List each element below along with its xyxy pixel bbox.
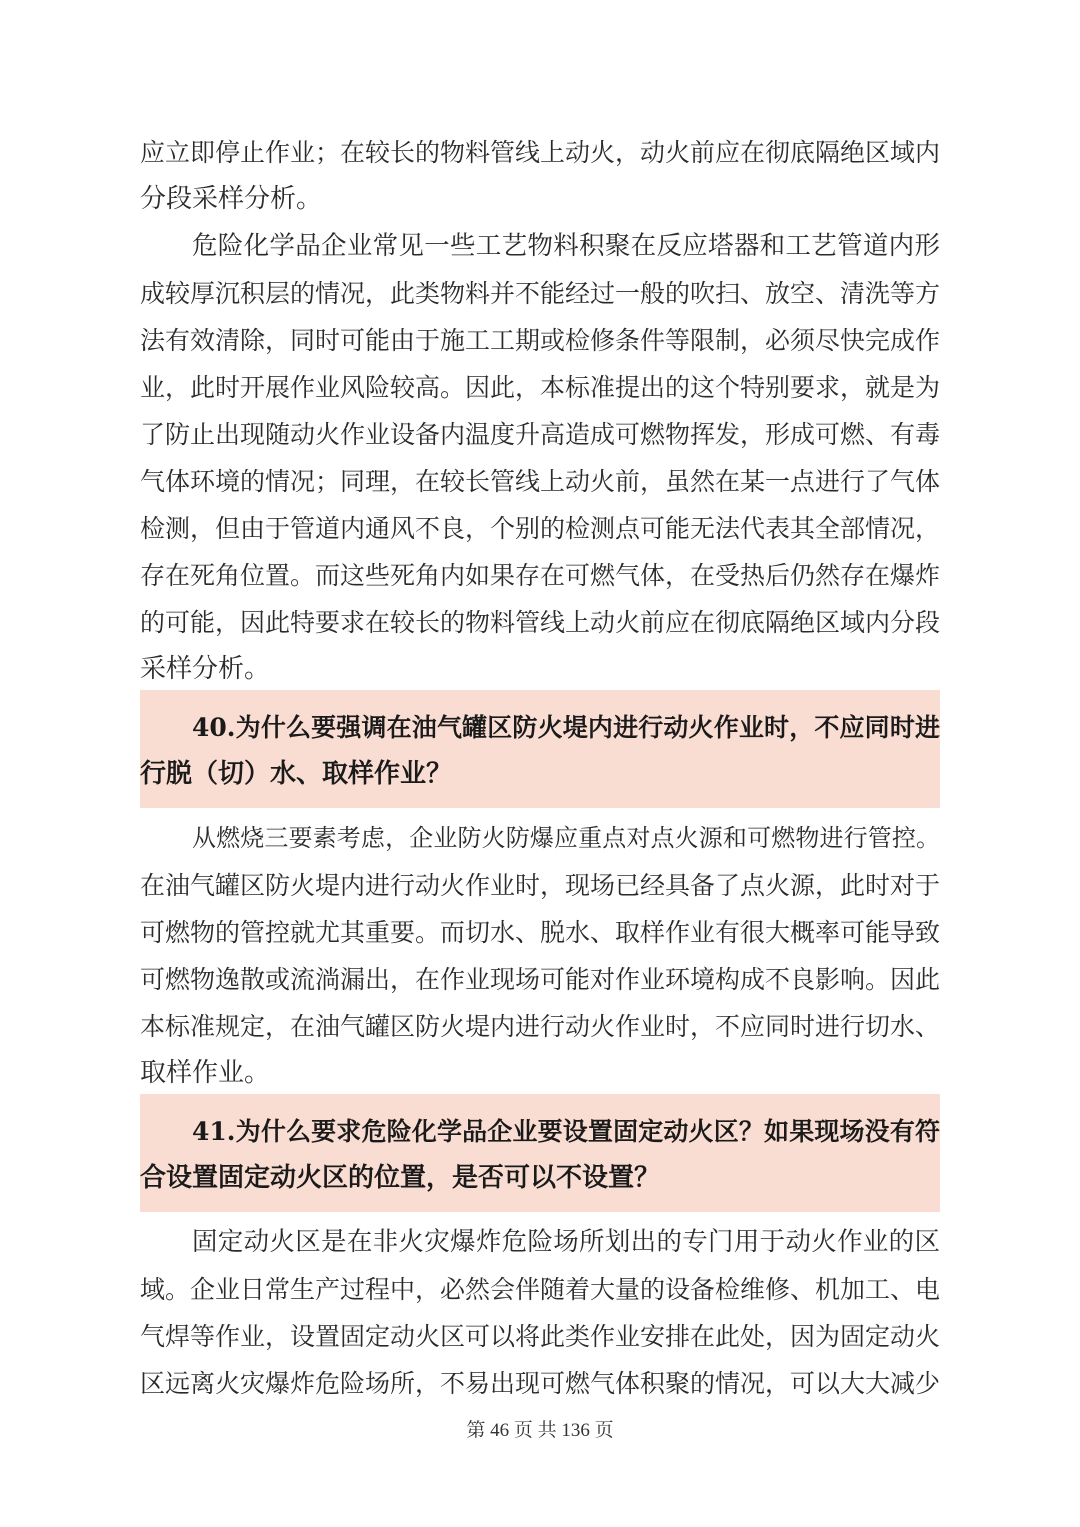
text-line: 域。企业日常生产过程中，必然会伴随着大量的设备检维修、机加工、电: [140, 1275, 941, 1304]
text-line: 取样作业。: [140, 1058, 271, 1088]
page-number-footer: 第 46 页 共 136 页: [466, 1420, 614, 1441]
text-line: 存在死角位置。而这些死角内如果存在可燃气体，在受热后仍然存在爆炸: [140, 561, 941, 590]
text-line: 区远离火灾爆炸危险场所，不易出现可燃气体积聚的情况，可以大大减少: [140, 1369, 941, 1398]
text-line: 法有效清除，同时可能由于施工工期或检修条件等限制，必须尽快完成作: [140, 326, 941, 355]
text-line: 可燃物逸散或流淌漏出，在作业现场可能对作业环境构成不良影响。因此: [140, 965, 941, 994]
text-line: 在油气罐区防火堤内进行动火作业时，现场已经具备了点火源，此时对于: [140, 871, 941, 900]
text-line: 检测，但由于管道内通风不良，个别的检测点可能无法代表其全部情况，: [140, 514, 941, 543]
text-line: 的可能，因此特要求在较长的物料管线上动火前应在彻底隔绝区域内分段: [140, 608, 941, 637]
question-line: 41.为什么要求危险化学品企业要设置固定动火区？如果现场没有符: [192, 1117, 940, 1146]
text-line: 业，此时开展作业风险较高。因此，本标准提出的这个特别要求，就是为: [140, 373, 941, 402]
text-line: 了防止出现随动火作业设备内温度升高造成可燃物挥发，形成可燃、有毒: [140, 420, 941, 449]
text-line: 分段采样分析。: [140, 184, 323, 214]
text-line: 应立即停止作业；在较长的物料管线上动火，动火前应在彻底隔绝区域内: [140, 138, 941, 167]
text-line: 成较厚沉积层的情况，此类物料并不能经过一般的吹扫、放空、清洗等方: [140, 279, 941, 308]
question-line: 行脱（切）水、取样作业？: [140, 759, 453, 789]
text-line: 固定动火区是在非火灾爆炸危险场所划出的专门用于动火作业的区: [192, 1227, 940, 1257]
text-line: 从燃烧三要素考虑，企业防火防爆应重点对点火源和可燃物进行管控。: [192, 824, 940, 852]
text-line: 气焊等作业，设置固定动火区可以将此类作业安排在此处，因为固定动火: [140, 1322, 941, 1351]
text-line: 气体环境的情况；同理，在较长管线上动火前，虽然在某一点进行了气体: [140, 467, 941, 496]
text-line: 可燃物的管控就尤其重要。而切水、脱水、取样作业有很大概率可能导致: [140, 918, 941, 947]
text-line: 采样分析。: [140, 654, 271, 684]
text-line: 危险化学品企业常见一些工艺物料积聚在反应塔器和工艺管道内形: [192, 231, 940, 261]
question-heading-41: [140, 1094, 940, 1212]
question-line: 合设置固定动火区的位置，是否可以不设置？: [140, 1163, 661, 1193]
question-line: 40.为什么要强调在油气罐区防火堤内进行动火作业时，不应同时进: [192, 713, 940, 742]
text-line: 本标准规定，在油气罐区防火堤内进行动火作业时，不应同时进行切水、: [140, 1012, 941, 1041]
question-heading-40: [140, 690, 940, 808]
